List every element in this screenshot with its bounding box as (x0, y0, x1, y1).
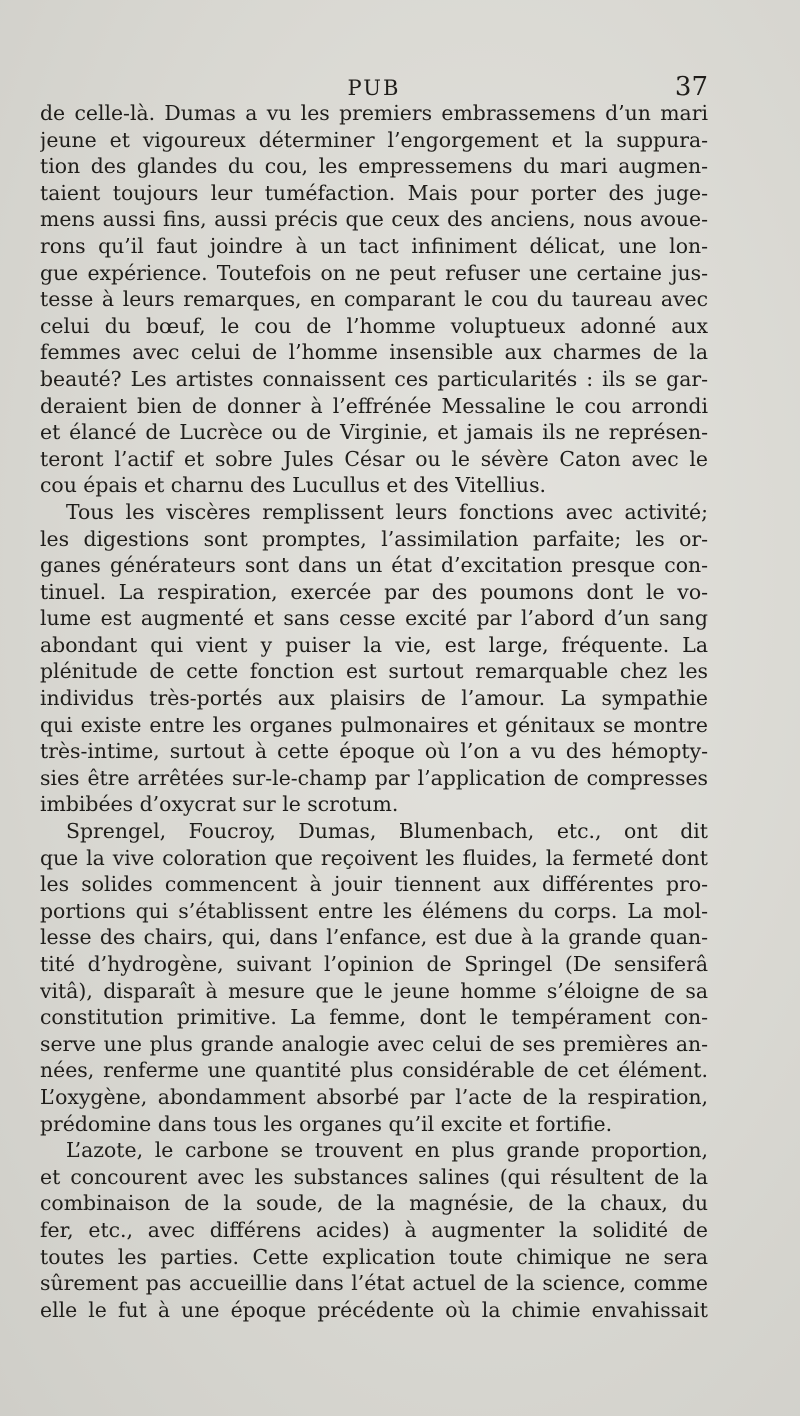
text-line: jeune et vigoureux déterminer l’engorgement et la suppura- (40, 127, 708, 152)
text-line: Tous les viscères remplissent leurs fonctions avec activité; (66, 499, 708, 524)
text-line: individus très-portés aux plaisirs de l’amour. La sympathie (40, 686, 708, 711)
text-line: taient toujours leur tuméfaction. Mais pour porter des juge- (40, 180, 708, 205)
text-line: constitution primitive. La femme, dont le tempérament con- (40, 1005, 708, 1030)
text-line: vitâ), disparaît à mesure que le jeune homme s’éloigne de sa (40, 978, 708, 1003)
text-line: abondant qui vient y puiser la vie, est large, fréquente. La (40, 632, 708, 657)
text-line: prédomine dans tous les organes qu’il excite et fortifie. (40, 1111, 613, 1136)
text-line: imbibées d’oxycrat sur le scrotum. (40, 792, 399, 817)
text-line: cou épais et charnu des Lucullus et des Vitellius. (40, 473, 547, 498)
text-line: teront l’actif et sobre Jules César ou le sévère Caton avec le (40, 446, 708, 471)
text-line: sies être arrêtées sur-le-champ par l’application de compresses (40, 765, 708, 790)
text-line: tité d’hydrogène, suivant l’opinion de Springel (De sensiferâ (40, 952, 708, 976)
text-line: tion des glandes du cou, les empressemens du mari augmen- (40, 154, 708, 179)
text-line: sûrement pas accueillie dans l’état actuel de la science, comme (40, 1271, 708, 1296)
text-line: elle le fut à une époque précédente où la chimie envahissait (40, 1297, 708, 1322)
text-line: de celle-là. Dumas a vu les premiers embrassemens d’un mari (40, 101, 708, 125)
text-line: celui du bœuf, le cou de l’homme voluptueux adonné aux (40, 313, 708, 338)
text-line: deraient bien de donner à l’effrénée Messaline le cou arrondi (40, 393, 708, 418)
text-line: combinaison de la soude, de la magnésie, de la chaux, du (40, 1191, 708, 1216)
text-line: que la vive coloration que reçoivent les fluides, la fermeté dont (40, 845, 708, 870)
text-line: rons qu’il faut joindre à un tact infiniment délicat, une lon- (40, 233, 708, 258)
text-line: portions qui s’établissent entre les élémens du corps. La mol- (40, 898, 708, 923)
running-head: PUB (347, 76, 401, 100)
text-line: qui existe entre les organes pulmonaires et génitaux se montre (40, 712, 708, 737)
text-line: beauté? Les artistes connaissent ces particularités : ils se gar- (40, 366, 708, 391)
page-number: 37 (674, 72, 708, 102)
text-line: Sprengel, Foucroy, Dumas, Blumenbach, etc., ont dit (66, 819, 708, 844)
text-line: tesse à leurs remarques, en comparant le cou du taureau avec (40, 287, 708, 312)
body-text (40, 100, 708, 1323)
text-line: mens aussi fins, aussi précis que ceux des anciens, nous avoue- (40, 207, 708, 232)
text-line: plénitude de cette fonction est surtout remarquable chez les (40, 659, 708, 684)
text-line: lesse des chairs, qui, dans l’enfance, est due à la grande quan- (40, 925, 708, 950)
text-line: et concourent avec les substances salines (qui résultent de la (40, 1164, 708, 1189)
text-line: fer, etc., avec différens acides) à augmenter la solidité de (40, 1217, 708, 1242)
text-line: et élancé de Lucrèce ou de Virginie, et jamais ils ne représen- (40, 420, 708, 445)
text-line: les digestions sont promptes, l’assimilation parfaite; les or- (40, 526, 708, 551)
text-line: serve une plus grande analogie avec celui de ses premières an- (40, 1031, 708, 1056)
text-line: très-intime, surtout à cette époque où l’on a vu des hémopty- (40, 739, 708, 764)
text-line: lume est augmenté et sans cesse excité par l’abord d’un sang (40, 606, 708, 631)
text-line: nées, renferme une quantité plus considérable de cet élément. (40, 1058, 708, 1083)
text-line: ganes générateurs sont dans un état d’excitation presque con- (40, 553, 708, 578)
text-line: les solides commencent à jouir tiennent aux différentes pro- (40, 872, 708, 897)
text-line: femmes avec celui de l’homme insensible aux charmes de la (40, 340, 708, 365)
text-line: tinuel. La respiration, exercée par des poumons dont le vo- (40, 579, 708, 604)
text-line: gue expérience. Toutefois on ne peut refuser une certaine jus- (40, 260, 708, 285)
text-line: L’azote, le carbone se trouvent en plus grande proportion, (66, 1138, 708, 1163)
text-line: L’oxygène, abondamment absorbé par l’acte de la respiration, (40, 1084, 708, 1109)
text-line: toutes les parties. Cette explication toute chimique ne sera (40, 1244, 708, 1269)
